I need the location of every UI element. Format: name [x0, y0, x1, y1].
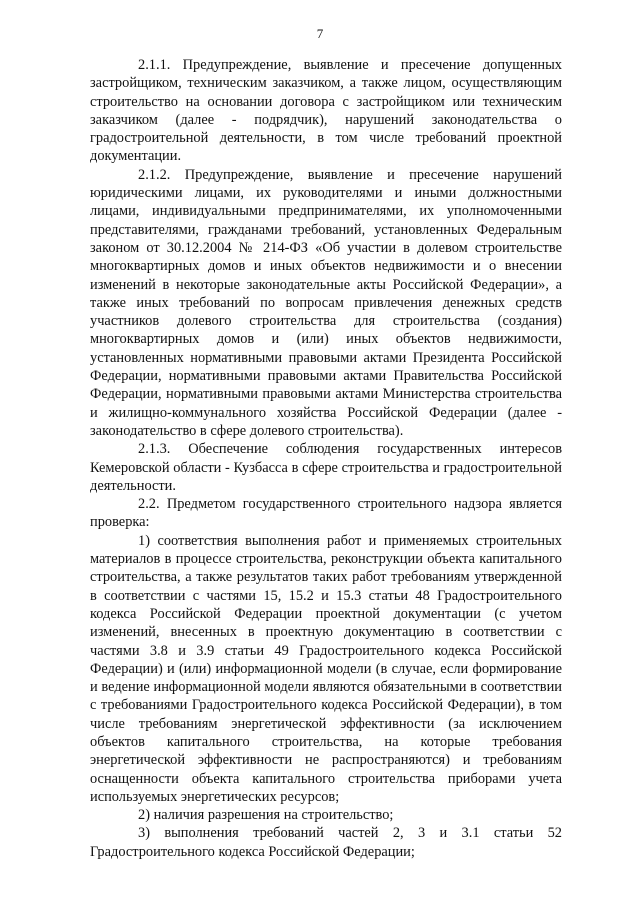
- document-body: [90, 56, 562, 861]
- page-number: 7: [316, 26, 324, 41]
- paragraph-2-1-1: 2.1.1. Предупреждение, выявление и пресечение допущенных застройщиком, техническим заказчиком, а также лицом, осуществляющим строительство на основании договора с застройщиком или техническим заказчиком (далее - подрядчик), нарушений законодательства о градостроительной деятельности, в том числе требований проектной документации.: [90, 57, 562, 165]
- paragraph-2-1-2: 2.1.2. Предупреждение, выявление и пресечение нарушений юридическими лицами, их руководителями и иными должностными лицами, индивидуальными предпринимателями, их уполномоченными представителями, гражданами требований, установленных Федеральным законом от 30.12.2004 № 214-ФЗ «Об участии в долевом строительстве многоквартирных домов и иных объектов недвижимости и о внесении изменений в некоторые законодательные акты Российской Федерации», а также иных требований по вопросам привлечения денежных средств участников долевого строительства для строительства (создания) многоквартирных домов и (или) иных объектов недвижимости, установленных нормативными правовыми актами Президента Российской Федерации, нормативными правовыми актами Правительства Российской Федерации, нормативными правовыми актами Министерства строительства и жилищно-коммунального хозяйства Российской Федерации (далее - законодательство в сфере долевого строительства).: [90, 166, 562, 439]
- list-item-3: 3) выполнения требований частей 2, 3 и 3.1 статьи 52 Градостроительного кодекса Российской Федерации;: [90, 825, 562, 860]
- list-item-2: 2) наличия разрешения на строительство;: [138, 807, 394, 824]
- paragraph-2-1-3: 2.1.3. Обеспечение соблюдения государственных интересов Кемеровской области - Кузбасса в сфере строительства и градостроительной деятельности.: [90, 441, 562, 494]
- list-item-1: 1) соответствия выполнения работ и применяемых строительных материалов в процессе строительства, реконструкции объекта капитального строительства, а также результатов таких работ требованиям утвержденной в соответствии с частями 15, 15.2 и 15.3 статьи 48 Градостроительного кодекса Российской Федерации проектной документации (с учетом изменений, внесенных в проектную документацию в соответствии с частями 3.8 и 3.9 статьи 49 Градостроительного кодекса Российской Федерации) и (или) информационной модели (в случае, если формирование и ведение информационной модели являются обязательными в соответствии с требованиями Градостроительного кодекса Российской Федерации), в том числе требованиям энергетической эффективности (за исключением объектов капитального строительства, на которые требования энергетической эффективности не распространяются) и требованиям оснащенности объекта капитального строительства приборами учета используемых энергетических ресурсов;: [90, 532, 562, 805]
- paragraph-2-2: 2.2. Предметом государственного строительного надзора является проверка:: [90, 496, 562, 531]
